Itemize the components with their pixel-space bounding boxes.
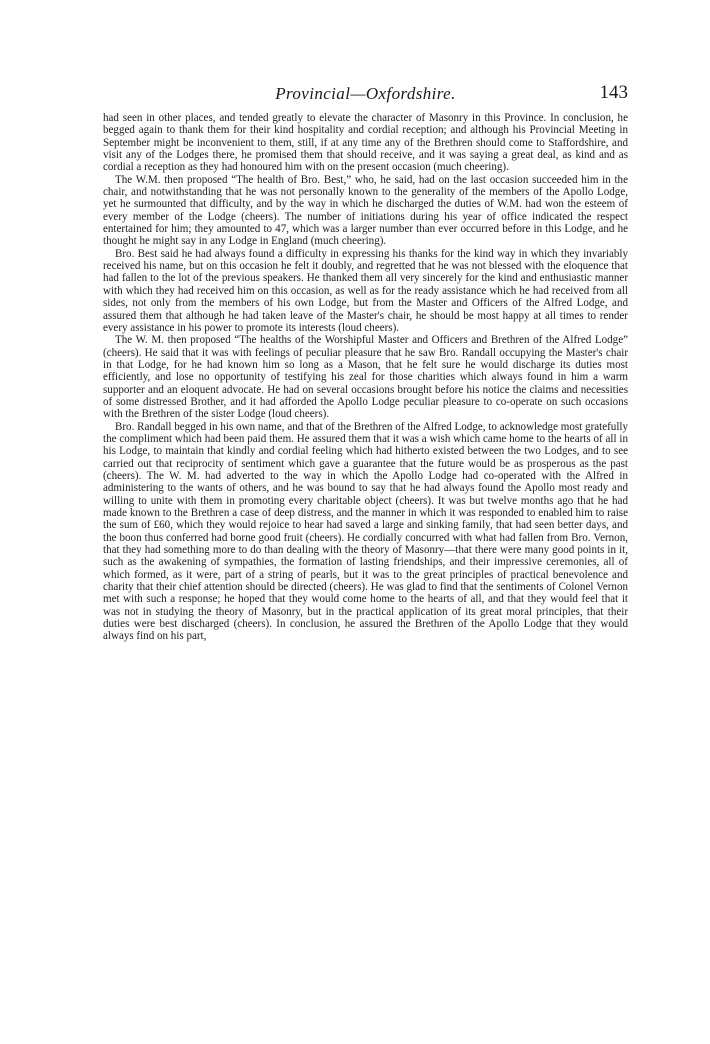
running-head (103, 82, 628, 112)
paragraph: Bro. Best said he had always found a difficulty in expressing his thanks for the kind way in which they invariably received his name, but on this occasion he felt it doubly, and regretted that he was not blessed with the eloquence that had fallen to the lot of the previous speakers. He thanked them all very sincerely for the kind and enthusiastic manner with which they had received him on this occasion, as well as for the ready assistance which he had received from all sides, not only from the members of his own Lodge, but from the Master and Officers of the Alfred Lodge, and assured them that although he had taken leave of the Master's chair, he should be most happy at all times to render every assistance in his power to promote its interests (loud cheers). (103, 247, 628, 334)
paragraph: The W.M. then proposed “The health of Bro. Best,” who, he said, had on the last occasion succeeded him in the chair, and notwithstanding that he was not personally known to the generality of the members of the Apollo Lodge, yet he surmounted that difficulty, and by the way in which he discharged the duties of W.M. had won the esteem of every member of the Lodge (cheers). The number of initiations during his year of office indicated the respect entertained for him; they amounted to 47, which was a larger number than ever occurred before in this Lodge, and he thought he might say in any Lodge in England (much cheering). (103, 173, 628, 248)
paragraph: Bro. Randall begged in his own name, and that of the Brethren of the Alfred Lodge, to acknowledge most gratefully the compliment which had been paid them. He assured them that it was a wish which came home to the hearts of all in his Lodge, to maintain that kindly and cordial feeling which had hitherto existed between the two Lodges, and to see carried out that reciprocity of sentiment which gave a guarantee that the future would be as prosperous as the past (cheers). The W. M. had adverted to the way in which the Apollo Lodge had co-operated with the Alfred in administering to the wants of others, and he was bound to say that he had always found the Apollo most ready and willing to unite with them in promoting every charitable object (cheers). It was but twelve months ago that he had made known to the Brethren a case of deep distress, and the manner in which it was responded to enabled him to raise the sum of £60, which they would rejoice to hear had saved a large and sinking family, that had seen better days, and the boon thus conferred had borne good fruit (cheers). He cordially concurred with what had fallen from Bro. Vernon, that they had something more to do than dealing with the theory of Masonry—that there were many good points in it, such as the awakening of sympathies, the formation of lasting friendships, and their impressive ceremonies, all of which formed, as it were, part of a string of pearls, but it was to the great principles of practical benevolence and charity that their chief attention should be directed (cheers). He was glad to find that the sentiments of Colonel Vernon met with such a response; he hoped that they would come home to the hearts of all, and that they would feel that it was not in studying the theory of Masonry, but in the practical application of its great moral principles, that their duties were best discharged (cheers). In conclusion, he assured the Brethren of the Apollo Lodge that they would always find on his part, (103, 420, 628, 643)
book-page (103, 82, 628, 643)
paragraph: The W. M. then proposed “The healths of the Worshipful Master and Officers and Brethren of the Alfred Lodge” (cheers). He said that it was with feelings of peculiar pleasure that he saw Bro. Randall occupying the Master's chair in that Lodge, for he had known him so long as a Mason, that he felt sure he would discharge its duties most efficiently, and lose no opportunity of testifying his zeal for those charities which always found in him a warm supporter and an eloquent advocate. He had on several occasions brought before his notice the claims and necessities of some distressed Brother, and it had afforded the Apollo Lodge peculiar pleasure to co-operate on such occasions with the Brethren of the sister Lodge (loud cheers). (103, 334, 628, 421)
body-text (103, 112, 628, 643)
running-title: Provincial—Oxfordshire. (275, 84, 456, 103)
paragraph: had seen in other places, and tended greatly to elevate the character of Masonry in this Province. In conclusion, he begged again to thank them for their kind hospitality and cordial reception; and although his Provincial Meeting in September might be inconvenient to them, still, if at any time any of the Brethren should come to Staffordshire, and visit any of the Lodges there, he promised them that should receive, and it was saying a great deal, as kind and as cordial a reception as they had honoured him with on the present occasion (much cheering). (103, 112, 628, 174)
page-number: 143 (599, 82, 628, 103)
